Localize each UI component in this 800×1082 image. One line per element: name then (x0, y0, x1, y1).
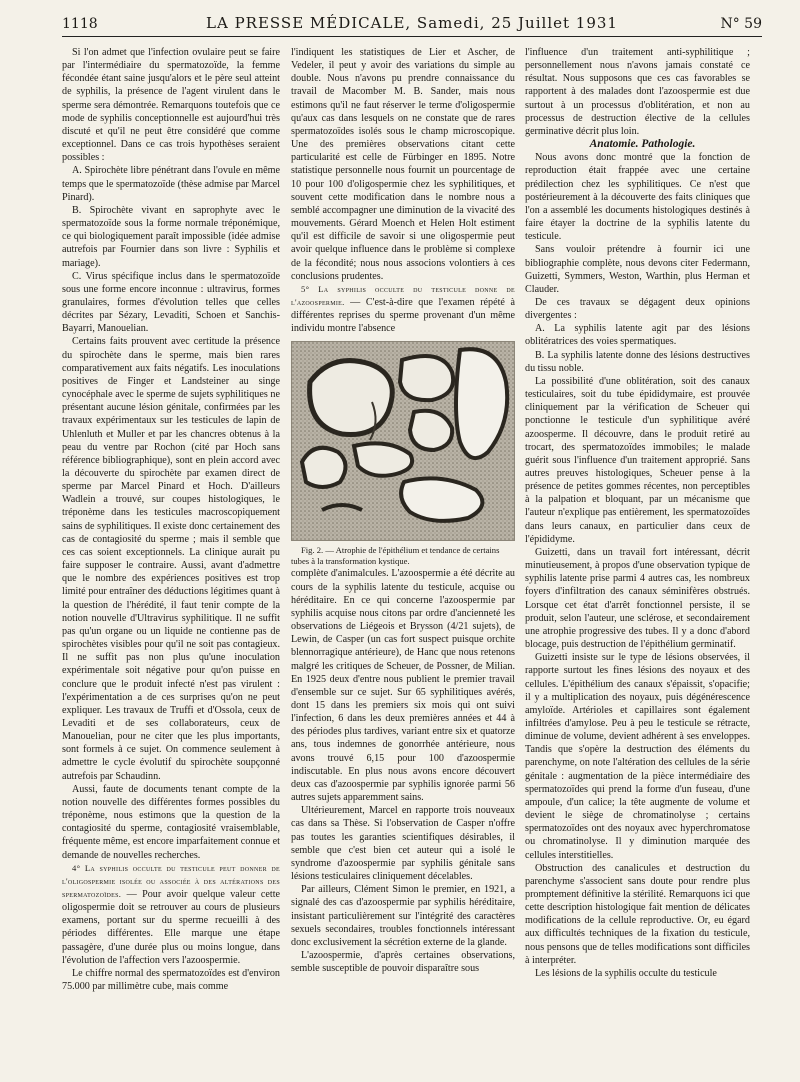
paragraph: Guizetti insiste sur le type de lésions observées, il rapporte surtout les fines lésions des noyaux et des cellules. L'épithélium des canaux s'épaissit, s'opacifie; il y a multiplication des noyaux, puis dégénérescence amyloïde. Artérioles et capillaires sont également infiltrées d'amylose. Peu à peu le testicule se rétracte, diminue de volume, devient adhérent à ses enveloppes. Tandis que s'opère la destruction des éléments du parenchyme, on note l'altération des cellules de la série génitale : augmentation de la pièce intermédiaire des spermatozoïdes qui prend la forme d'un fuseau, d'une ampoule, d'un calice; la tête augmente de volume et devient le siège de chromatinolyse ; certains spermatozoïdes ont des noyaux avec hyperchromatose ou chromatinolyse. Il y diminution marquée des cellules interstitielles. (525, 652, 750, 861)
hypothesis-b: B. Spirochète vivant en saprophyte avec le spermatozoïde sous la forme normale tréponémique, ce qui biologiquement paraît impossible (idée admise autrefois par Fournier dans son livre : Syphilis et mariage). (62, 204, 280, 269)
paragraph: Les lésions de la syphilis occulte du testicule (535, 967, 717, 979)
section-5-text: — C'est-à-dire que l'examen répété à différentes reprises du sperme provenant d'un même individu montre l'absence (291, 296, 515, 335)
section-4 (62, 862, 280, 967)
hypothesis-a: A. Spirochète libre pénétrant dans l'ovule en même temps que le spermatozoïde (thèse admise par Marcel Pinard). (62, 165, 280, 203)
paragraph: Si l'on admet que l'infection ovulaire peut se faire par l'intermédiaire du spermatozoïde, la femme fécondée étant saine jusqu'alors et le père seul atteint de syphilis, la présence de l'agent virulent dans le sperme sera démontrée. Remarquons toutefois que ce mode de syphilis conceptionnelle est aujourd'hui très discuté et qu'il ne peut être considéré que comme exceptionnel. Dans ce cas trois hypothèses seraient possibles : (62, 47, 280, 164)
paragraph: Le chiffre normal des spermatozoïdes est d'environ 75.000 par millimètre cube, mais comme (62, 967, 280, 993)
paragraph: Obstruction des canalicules et destruction du parenchyme s'associent sans doute pour rendre plus promptement définitive la stérilité. Remarquons ici que cette description histologique fait mention de délicates modifications de la cellule reproductive. Or, eu égard aux difficultés techniques de la fixation du testicule, nous pensons que de telles modifications sont difficiles à interpréter. (525, 862, 750, 966)
paragraph: Nous avons donc montré que la fonction de reproduction était frappée avec une certaine prédilection chez les syphilitiques. Ce n'est que postérieurement à la découverte des faits cliniques que l'on a assemblé les documents histologiques destinés à faire étayer la doctrine de la syphilis latente du testicule. (525, 152, 750, 243)
paragraph: De ces travaux se dégagent deux opinions divergentes : (525, 296, 750, 322)
journal-title: LA PRESSE MÉDICALE, Samedi, 25 Juillet 1931 (206, 14, 618, 32)
paragraph: Certains faits prouvent avec certitude la présence du spirochète dans le sperme, mais bien rares comparativement aux faits négatifs. Les inoculations positives de Finger et Landsteiner au singe cynocéphale avec le sperme de sujets syphilitiques ne présentant aucune lésion génitale, confirmées par les travaux expérimentaux sur les testicules de lapin de Uhlenluth et Muller et par les chancres obtenus à la peau du ventre par Rochon (cité par Hoch sans référence bibliographique), sont en plein accord avec la découverte du spirochète par examen direct de sperme par Marcel Pinard et Hoch. D'ailleurs Wadlein a trouvé, sur coupes histologiques, le tréponème dans les testicules macroscopiquement sains de syphilitiques. Il existe donc certainement des cas de contagiosité du sperme ; mais il semble que ces cas soient exceptionnels. La clinique aurait pu faire supposer le contraire. Aussi, avant d'admettre que le nombre des expériences positives est trop limité pour entraîner des déductions légitimes quant à la question de l'hérédité, il faut tenir compte de la notion nouvelle d'Ultravirus syphilitique. Il ne suffit pas qu'un organe ou un liquide ne contienne pas de spirochètes visibles pour qu'il ne soit pas contagieux. Il ne suffit pas non plus qu'une inoculation expérimentale soit négative pour qu'on puisse en conclure que le produit infecté n'est pas virulent : l'expérimentation a de ces surprises qu'on ne peut expliquer. Les travaux de Truffi et d'Ossola, ceux de Levaditi et de ses collaborateurs, ceux de Manouelian, pour ne citer que les plus importants, sont formels à ce sujet. On commence seulement à admettre le cycle évolutif du spirochète soupçonné autrefois par Schaudinn. (62, 336, 280, 782)
section-5-title: 5° La syphilis occulte du testicule donne de l'azoospermie. (291, 283, 515, 307)
column-middle (291, 46, 515, 1072)
page-number: 1118 (62, 16, 98, 32)
opinion-b: B. La syphilis latente donne des lésions destructives du tissu noble. (525, 349, 750, 374)
section-4-text: — Pour avoir quelque valeur cette oligospermie doit se retrouver au cours de plusieurs examens, portant sur du sperme recueilli à des périodes différentes. Elle marque une étape passagère, d'une durée plus ou moins longue, dans l'évolution de l'affection vers l'azoospermie. (62, 889, 280, 966)
figure-caption: Fig. 2. — Atrophie de l'épithélium et tendance de certains tubes à la transformation kystique. (291, 545, 500, 567)
paragraph: Sans vouloir prétendre à fournir ici une bibliographie complète, nous devons citer Federmann, Guizetti, Symmers, Weston, Warthin, plus Herman et Clauder. (525, 244, 750, 295)
paragraph: Par ailleurs, Clément Simon le premier, en 1921, a signalé des cas d'azoospermie par syphilis héréditaire, insistant particulièrement sur l'intégrité des caractères sexuels secondaires, troubles fonctionnels intéressant donc exclusivement la sécrétion externe de la glande. (291, 884, 515, 948)
micrograph-figure (291, 341, 515, 541)
paragraph: La possibilité d'une oblitération, soit des canaux testiculaires, soit du tube épididymaire, est prouvée cliniquement par la vérification de Scheuer qui ponctionne le testicule d'un syphilitique avéré azoosperme. Il découvre, dans le produit retiré au trocart, des spermatozoïdes immobiles; le malade guérit sous l'influence d'un traitement approprié. Sans autres preuves histologiques, Scheuer pense à la présence de petites gommes récentes, non perceptibles à la palpation et bloquant, par un mécanisme que l'auteur n'explique pas entièrement, les spermatozoïdes dans leurs canaux, en particulier dans ceux de l'épididyme. (525, 375, 750, 545)
column-left (62, 46, 280, 1072)
micrograph-image (292, 342, 514, 540)
paragraph: Guizetti, dans un travail fort intéressant, décrit minutieusement, à propos d'une observation typique de syphilis latente prise parmi 4 autres cas, les nombreux foyers d'infiltration des canaux séminifères obstrués. Lorsque cet état d'arrêt fonctionnel persiste, il se produit, selon l'auteur, une sclérose, et secondairement une atrophie progressive des tubes. Il y a donc d'abord blocage, puis destruction de l'épithélium germinatif. (525, 546, 750, 651)
paragraph: Ultérieurement, Marcel en rapporte trois nouveaux cas dans sa Thèse. Si l'observation de Casper n'offre pas toutes les garanties scientifiques désirables, il semble que c'est bien cet auteur qui a isolé le syndrome d'azoospermie par syphilis génitale sans lésions testiculaires cliniquement décelables. (291, 805, 515, 883)
hypothesis-c: C. Virus spécifique inclus dans le spermatozoïde sous une forme encore inconnue : ultravirus, formes granulaires, formes d'évolution telles que celles décrites par Sézary, Levaditi, Schoen et Sanchis-Bayarri, Manouelian. (62, 270, 280, 335)
section-4-title: 4° La syphilis occulte du testicule peut donner de l'oligospermie isolée ou associée à des altérations des spermatozoïdes. (62, 862, 280, 899)
opinion-a: A. La syphilis latente agit par des lésions oblitératrices des voies spermatiques. (525, 323, 750, 348)
paragraph: complète d'animalcules. L'azoospermie a été décrite au cours de la syphilis latente du testicule, acquise ou héréditaire. En ce qui concerne l'azoospermie par syphilis acquise nous citons par ordre d'ancienneté les observations de Liégeois et Brysson (4/21 sujets), de Lewin, de Casper (un cas fort suspect puisque orchite blennorragique antérieure), de Hanc que nous retenons malgré les critiques de Scheuer, de Possner, de Milian. En 1925 deux d'entre nous publient le premier travail d'ensemble sur ce sujet. Sur 65 syphilitiques avérés, dont 15 dans les premiers six mois qui ont suivi l'infection, 6 dans les deux premières années et 44 à des périodes plus tardives, variant entre six et quatorze ans, tous indemnes de gonorrhée antérieure, nous avons trouvé 6,15 pour 100 d'azoospermie indiscutable. En plus nous avons encore découvert deux cas d'azoospermie par syphilis ignorée parmi 56 autres sujets apparemment sains. (291, 568, 515, 804)
page-header (62, 12, 762, 37)
paragraph: l'indiquent les statistiques de Lier et Ascher, de Vedeler, il peut y avoir des variations du simple au double. Nous n'avons pu prendre connaissance du travail de Macomber M. B. Sander, mais nous estimons qu'il ne faut réserver le terme d'oligospermie qu'aux cas dans lesquels on ne constate que de rares spermatozoïdes isolés sous le champ microscopique. Une des premières observations citant cette particularité est celle de Fürbinger en 1895. Notre statistique personnelle nous fournit un pourcentage de 10 pour 100 d'oligospermie chez les syphilitiques, et souvent cette modification dans le nombre nous a semblé accompagner une diminution de la vivacité des mouvements. Gérard Moench et Helen Holt estiment qu'il est difficile de savoir si une oligospermie peut avoir quelque influence dans le problème si complexe de la fécondité; nous nous associons volontiers à ces conclusions prudentes. (291, 47, 515, 282)
issue-number: N° 59 (720, 16, 762, 32)
paragraph: L'azoospermie, d'après certaines observations, semble susceptible de pouvoir disparaître sous (291, 949, 515, 975)
section-heading: Anatomie. Pathologie. (589, 138, 696, 151)
paragraph: l'influence d'un traitement anti-syphilitique ; personnellement nous n'avons jamais constaté ce résultat. Nous supposons que ces cas favorables se rapportent à des malades dont l'azoospermie est due surtout à un processus d'oblitération, et non au processus de destruction élective de la cellules germinative décrit plus loin. (525, 47, 750, 137)
paragraph: Aussi, faute de documents tenant compte de la notion nouvelle des différentes formes possibles du tréponème, nous estimons que la question de la contagiosité du sperme, contagiosité vraisemblable, fréquente même, est encore imparfaitement connue et demande de nouvelles recherches. (62, 783, 280, 861)
column-right (525, 46, 750, 1072)
section-5 (291, 283, 515, 336)
